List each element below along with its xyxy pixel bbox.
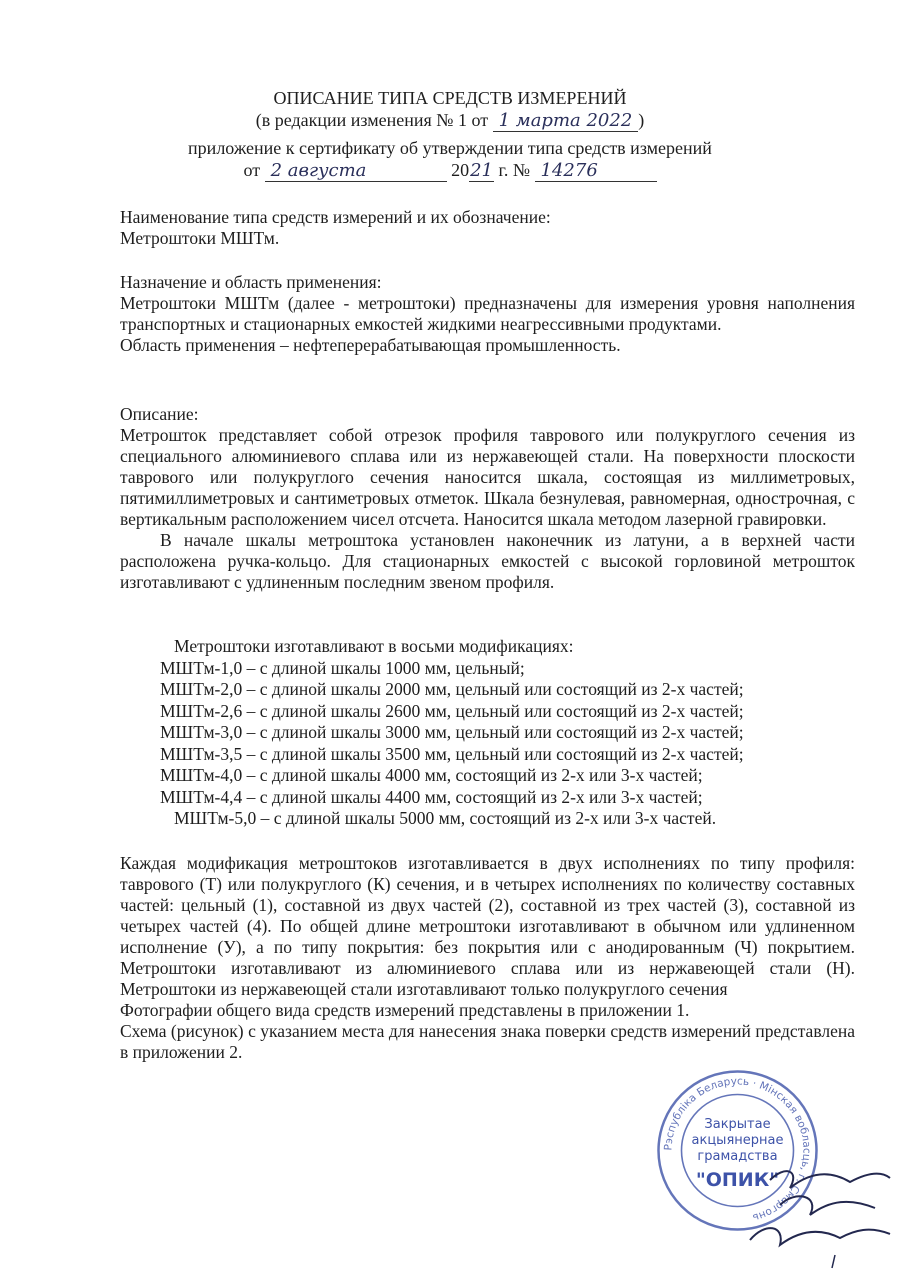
certificate-number-handwritten: 14276 [535, 160, 657, 182]
list-item: МШТм-2,0 – с длиной шкалы 2000 мм, цельный или состоящий из 2-х частей; [160, 679, 744, 699]
purpose-heading: Назначение и область применения: [120, 272, 382, 292]
description-heading: Описание: [120, 404, 199, 424]
description-paragraph-2: В начале шкалы метроштока установлен наконечник из латуни, а в верхней части расположена ручка-кольцо. Для стационарных емкостей с высокой горловиной метрошток изготавливают с удлиненным последним звеном профиля. [120, 530, 855, 592]
certificate-year-handwritten: 21 [470, 160, 493, 181]
certificate-date-line: от 2 августа 2021 г. № 14276 [0, 160, 900, 182]
appendix-line: приложение к сертификату об утверждении типа средств измерений [188, 138, 712, 158]
list-item: МШТм-4,0 – с длиной шкалы 4000 мм, состоящий из 2-х или 3-х частей; [160, 765, 703, 785]
purpose-section [120, 272, 855, 356]
purpose-text: Метроштоки МШТм (далее - метроштоки) предназначены для измерения уровня наполнения транспортных и стационарных емкостей жидкими неагрессивными продуктами. [120, 293, 855, 334]
list-item: МШТм-3,0 – с длиной шкалы 3000 мм, цельный или состоящий из 2-х частей; [160, 722, 744, 742]
list-item: МШТм-5,0 – с длиной шкалы 5000 мм, состоящий из 2-х или 3-х частей. [174, 808, 717, 828]
list-item: МШТм-4,4 – с длиной шкалы 4400 мм, состоящий из 2-х или 3-х частей; [160, 786, 703, 807]
stamp-line-2: акцыянернае [691, 1133, 784, 1148]
list-item: МШТм-2,6 – с длиной шкалы 2600 мм, цельный или состоящий из 2-х частей; [160, 700, 744, 721]
document-title: ОПИСАНИЕ ТИПА СРЕДСТВ ИЗМЕРЕНИЙ [273, 88, 627, 108]
naming-value: Метроштоки МШТм. [120, 228, 280, 248]
handwritten-signature [740, 1160, 900, 1270]
certificate-date-handwritten: 2 августа [265, 160, 447, 182]
list-item: МШТм-1,0 – с длиной шкалы 1000 мм, цельный; [160, 657, 525, 678]
description-paragraph-1: Метрошток представляет собой отрезок профиля таврового или полукруглого сечения из специального алюминиевого сплава или из нержавеющей стали. На поверхности плоскости таврового или полукруглого сечения наносится шкала, состоящая из миллиметровых, пятимиллиметровых и сантиметровых отметок. Шкала безнулевая, равномерная, однострочная, с вертикальным расположением чисел отсчета. Наносится шкала методом лазерной гравировки. [120, 425, 855, 529]
description-continued [120, 853, 855, 1063]
naming-section [120, 207, 855, 249]
naming-heading: Наименование типа средств измерений и их обозначение: [120, 207, 551, 227]
stamp-line-1: Закрытае [704, 1117, 771, 1132]
photos-reference: Фотографии общего вида средств измерений представлены в приложении 1. [120, 1000, 690, 1020]
stamp-company-name: "ОПИК" [695, 1169, 780, 1191]
edition-date-handwritten: 1 марта 2022 [493, 110, 639, 132]
description-paragraph-3: Каждая модификация метроштоков изготавливается в двух исполнениях по типу профиля: таврового (Т) или полукруглого (К) сечения, и в четырех исполнениях по количеству составных частей: цельный (1), составной из двух частей (2), составной из трех частей (3), составной из четырех частей (4). По общей длине метроштоки изготавливают в обычном или удлиненном исполнение (У), а по типу покрытия: без покрытия или с анодированным (Ч) покрытием. Метроштоки изготавливают из алюминиевого сплава или из нержавеющей стали (Н). Метроштоки из нержавеющей стали изготавливают только полукруглого сечения [120, 853, 855, 999]
scheme-reference: Схема (рисунок) с указанием места для нанесения знака поверки средств измерений представлена в приложении 2. [120, 1021, 855, 1062]
description-section [120, 404, 855, 593]
list-item: МШТм-3,5 – с длиной шкалы 3500 мм, цельный или состоящий из 2-х частей; [160, 743, 744, 764]
stamp-line-3: грамадства [697, 1149, 778, 1164]
edition-line: (в редакции изменения № 1 от 1 марта 2022 ) [255, 110, 645, 131]
modifications-intro: Метроштоки изготавливают в восьми модификациях: [174, 636, 574, 656]
purpose-area: Область применения – нефтеперерабатывающая промышленность. [120, 335, 621, 355]
modifications-list [160, 636, 744, 830]
stamp-ring-text: Рэспубліка Беларусь · Мінская вобласць, г. Смаргонь [662, 1075, 813, 1224]
